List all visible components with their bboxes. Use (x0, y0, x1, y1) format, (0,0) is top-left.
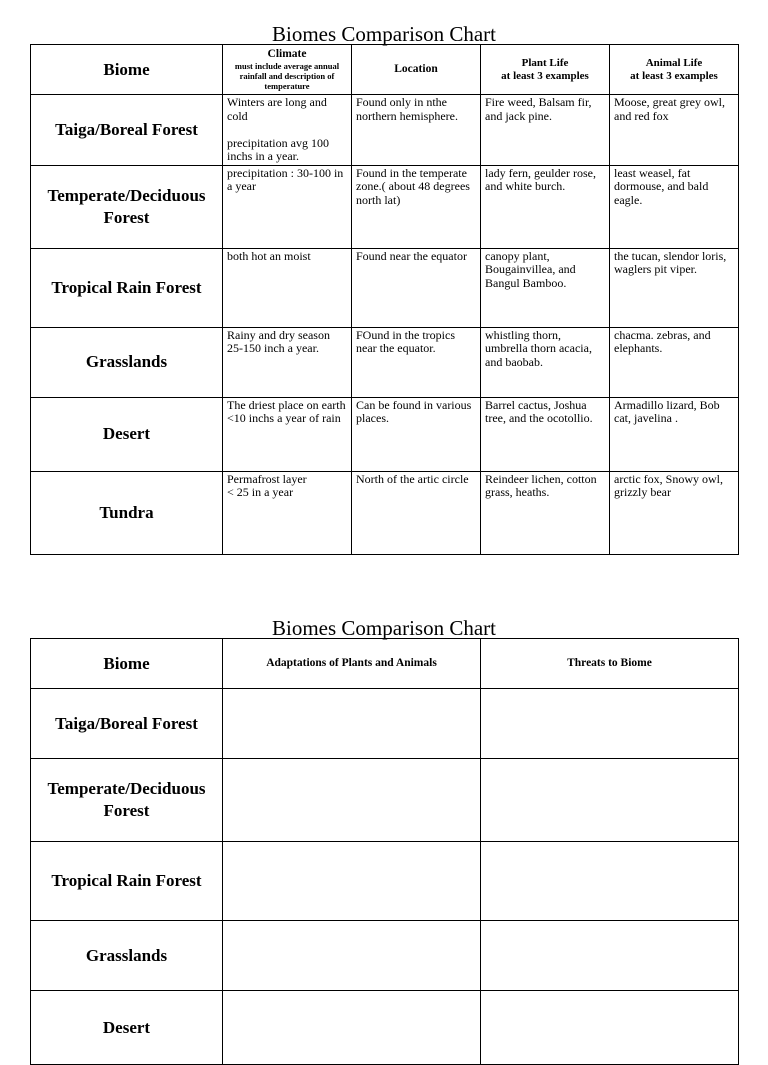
biome-name: Grasslands (31, 327, 223, 397)
animal-life-cell: Armadillo lizard, Bob cat, javelina . (610, 397, 739, 471)
table-row (31, 842, 739, 921)
chart1-title: Biomes Comparison Chart (272, 22, 496, 46)
table-row (31, 95, 739, 166)
header-animal-life (610, 45, 739, 95)
biome-name: Taiga/Boreal Forest (31, 689, 223, 759)
chart2-header-row (31, 639, 739, 689)
table-row (31, 248, 739, 327)
header-biome: Biome (31, 45, 223, 95)
biome-name: Desert (31, 397, 223, 471)
biome-name: Taiga/Boreal Forest (31, 95, 223, 166)
biome-name: Temperate/Deciduous Forest (31, 165, 223, 248)
climate-cell: Rainy and dry season 25-150 inch a year. (223, 327, 352, 397)
header-plant-life (481, 45, 610, 95)
animal-life-cell: Moose, great grey owl, and red fox (610, 95, 739, 166)
location-cell: Found only in nthe northern hemisphere. (352, 95, 481, 166)
biome-name: Temperate/Deciduous Forest (31, 759, 223, 842)
biome-name: Desert (31, 991, 223, 1065)
climate-cell: both hot an moist (223, 248, 352, 327)
chart1-header-row (31, 45, 739, 95)
animal-life-cell: least weasel, fat dormouse, and bald eagle. (610, 165, 739, 248)
adaptations-cell[interactable] (223, 759, 481, 842)
threats-cell[interactable] (481, 689, 739, 759)
plant-life-cell: Reindeer lichen, cotton grass, heaths. (481, 471, 610, 554)
header-climate-sub: must include average annual rainfall and description of temperature (234, 61, 340, 91)
threats-cell[interactable] (481, 921, 739, 991)
location-cell: Found in the temperate zone.( about 48 degrees north lat) (352, 165, 481, 248)
table-row (31, 165, 739, 248)
chart2-table (30, 638, 739, 1065)
animal-life-cell: arctic fox, Snowy owl, grizzly bear (610, 471, 739, 554)
table-row (31, 759, 739, 842)
table-row (31, 689, 739, 759)
adaptations-cell[interactable] (223, 921, 481, 991)
table-row (31, 991, 739, 1065)
header-plant-label: Plant Life (521, 56, 569, 69)
location-cell: North of the artic circle (352, 471, 481, 554)
header-climate-label: Climate (267, 48, 307, 60)
biome-name: Grasslands (31, 921, 223, 991)
table-row (31, 471, 739, 554)
animal-life-cell: the tucan, slendor loris, waglers pit viper. (610, 248, 739, 327)
location-cell: Found near the equator (352, 248, 481, 327)
header-plant-sub: at least 3 examples (501, 69, 589, 82)
location-cell: FOund in the tropics near the equator. (352, 327, 481, 397)
climate-cell: precipitation : 30-100 in a year (223, 165, 352, 248)
biome-name: Tundra (31, 471, 223, 554)
header-animal-label: Animal Life (645, 56, 703, 69)
table-row (31, 921, 739, 991)
biome-name: Tropical Rain Forest (31, 248, 223, 327)
climate-cell: The driest place on earth <10 inchs a year of rain (223, 397, 352, 471)
animal-life-cell: chacma. zebras, and elephants. (610, 327, 739, 397)
plant-life-cell: whistling thorn, umbrella thorn acacia, and baobab. (481, 327, 610, 397)
climate-cell: Winters are long and cold precipitation avg 100 inchs in a year. (223, 95, 352, 166)
chart2-title: Biomes Comparison Chart (272, 616, 496, 640)
header-location: Location (352, 45, 481, 95)
adaptations-cell[interactable] (223, 689, 481, 759)
biome-name: Tropical Rain Forest (31, 842, 223, 921)
header-animal-sub: at least 3 examples (630, 69, 718, 82)
chart1-table (30, 44, 739, 555)
plant-life-cell: canopy plant, Bougainvillea, and Bangul Bamboo. (481, 248, 610, 327)
climate-cell: Permafrost layer < 25 in a year (223, 471, 352, 554)
table-row (31, 397, 739, 471)
plant-life-cell: lady fern, geulder rose, and white burch. (481, 165, 610, 248)
header-threats: Threats to Biome (481, 639, 739, 689)
threats-cell[interactable] (481, 842, 739, 921)
plant-life-cell: Barrel cactus, Joshua tree, and the ocotollio. (481, 397, 610, 471)
header-biome: Biome (31, 639, 223, 689)
adaptations-cell[interactable] (223, 991, 481, 1065)
header-adaptations: Adaptations of Plants and Animals (223, 639, 481, 689)
threats-cell[interactable] (481, 759, 739, 842)
threats-cell[interactable] (481, 991, 739, 1065)
table-row (31, 327, 739, 397)
header-climate (223, 45, 352, 95)
location-cell: Can be found in various places. (352, 397, 481, 471)
adaptations-cell[interactable] (223, 842, 481, 921)
plant-life-cell: Fire weed, Balsam fir, and jack pine. (481, 95, 610, 166)
